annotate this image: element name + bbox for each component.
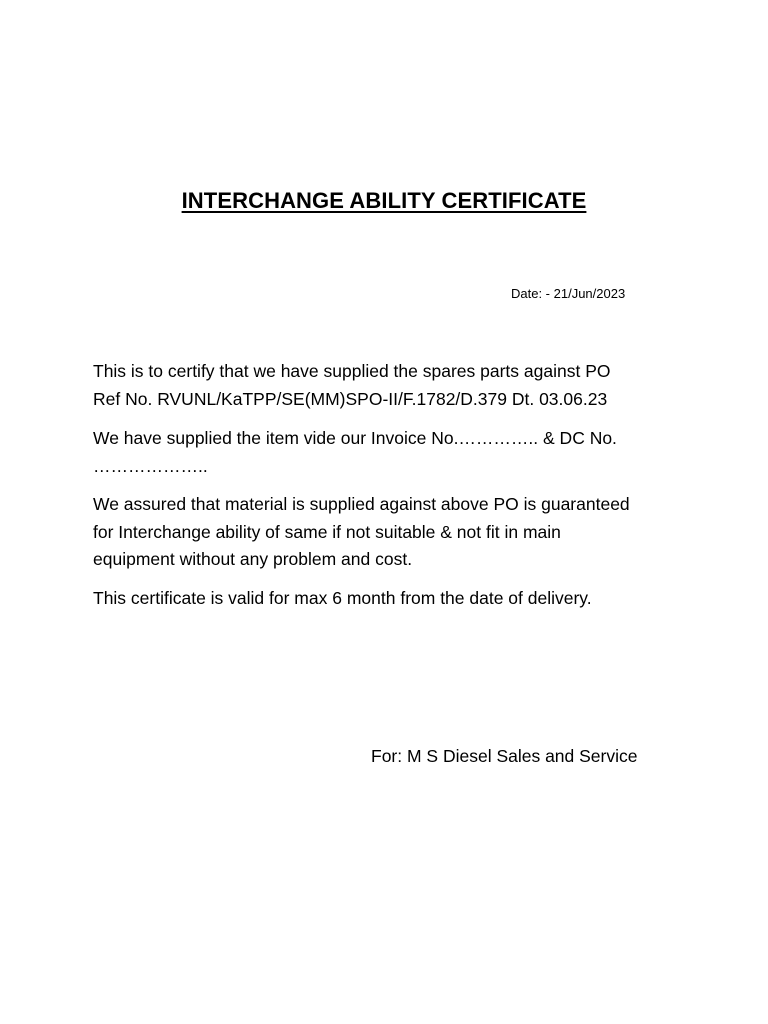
company-signoff: For: M S Diesel Sales and Service — [371, 746, 638, 766]
paragraph-line: Ref No. RVUNL/KaTPP/SE(MM)SPO-II/F.1782/D.379 Dt. 03.06.23 — [93, 388, 608, 409]
certificate-date: Date: - 21/Jun/2023 — [511, 286, 626, 301]
paragraph-line: for Interchange ability of same if not suitable & not fit in main — [93, 521, 561, 542]
paragraph-line: equipment without any problem and cost. — [93, 549, 413, 569]
paragraph-po-reference — [93, 358, 683, 413]
paragraph-validity — [93, 585, 683, 613]
paragraph-invoice — [93, 425, 683, 480]
paragraph-line: This is to certify that we have supplied the spares parts against PO — [93, 361, 611, 381]
paragraph-guarantee — [93, 491, 683, 574]
paragraph-line: We have supplied the item vide our Invoice No.………….. & DC No. — [93, 428, 617, 448]
certificate-title: INTERCHANGE ABILITY CERTIFICATE — [181, 188, 587, 213]
paragraph-line: ……………….. — [93, 455, 208, 476]
paragraph-line: This certificate is valid for max 6 month from the date of delivery. — [93, 588, 592, 608]
paragraph-line: We assured that material is supplied against above PO is guaranteed — [93, 494, 630, 514]
